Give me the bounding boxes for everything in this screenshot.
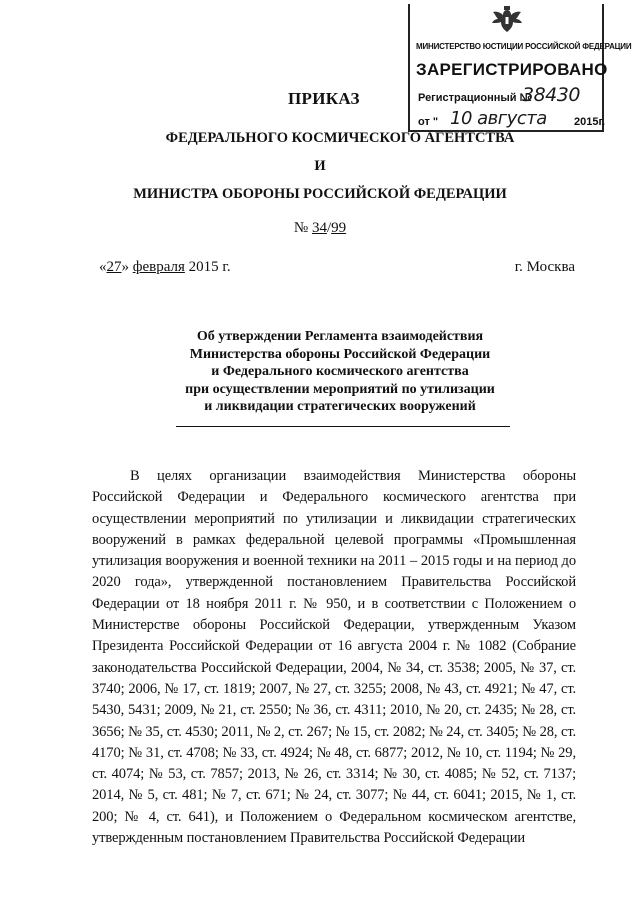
subject-line: при осуществлении мероприятий по утилизации xyxy=(185,381,495,397)
stamp-year: 2015г. xyxy=(574,116,606,128)
issuer-line-conjunction: И xyxy=(314,158,326,174)
date-month: февраля xyxy=(132,259,185,275)
subject-underline-divider xyxy=(176,426,510,427)
order-number-second: 99 xyxy=(331,220,347,236)
stamp-date-prefix: от " xyxy=(418,116,439,128)
order-number-prefix: № xyxy=(293,220,309,236)
order-date xyxy=(99,259,231,276)
order-city: г. Москва xyxy=(514,259,575,275)
date-close-quote: » xyxy=(121,259,129,275)
date-day: 27 xyxy=(106,259,122,275)
date-open-quote: « xyxy=(99,259,107,275)
stamp-registered-label: ЗАРЕГИСТРИРОВАНО xyxy=(416,60,608,79)
subject-line: Министерства обороны Российской Федерации xyxy=(189,346,491,362)
registration-stamp xyxy=(408,4,632,132)
body-paragraph: В целях организации взаимодействия Министерства обороны Российской Федерации и Федерального космического агентства при осуществлении мероприятий по утилизации и ликвидации стратегических вооружений в рамках федеральной целевой программы «Промышленная утилизация вооружения и военной техники на 2011 – 2015 годы и на период до 2020 года», утвержденной постановлением Правительства Российской Федерации от 18 ноября 2011 г. № 950, и в соответствии с Положением о Министерстве обороны Российской Федерации, утвержденным Указом Президента Российской Федерации от 16 августа 2004 г. № 1082 (Собрание законодательства Российской Федерации, 2004, № 34, ст. 3538; 2005, № 37, ст. 3740; 2006, № 17, ст. 1819; 2007, № 27, ст. 3255; 2008, № 43, ст. 4921; № 47, ст. 5430, 5431; 2009, № 21, ст. 2550; № 36, ст. 4311; 2010, № 20, ст. 2435; № 28, ст. 3656; № 35, ст. 4530; 2011, № 2, ст. 267; № 15, ст. 2082; № 24, ст. 3405; № 28, ст. 4170; № 31, ст. 4708; № 33, ст. 4924; № 48, ст. 6877; 2012, № 10, ст. 1194; № 29, ст. 4074; № 53, ст. 7857; 2013, № 26, ст. 3314; № 30, ст. 4085; № 52, ст. 7137; 2014, № 5, ст. 481; № 7, ст. 671; № 24, ст. 3077; № 44, ст. 6041; 2015, № 1, ст. 200; № 4, ст. 641), и Положением о Федеральном космическом агентстве, утвержденным постановлением Правительства Российской Федерации xyxy=(92,468,576,847)
subject-line: Об утверждении Регламента взаимодействия xyxy=(196,329,484,344)
order-number-first: 34 xyxy=(311,220,327,236)
document-type-title: ПРИКАЗ xyxy=(288,89,360,108)
order-subject xyxy=(150,328,530,416)
stamp-reg-number-label: Регистрационный № xyxy=(418,92,532,104)
subject-line: и Федерального космического агентства xyxy=(211,364,469,379)
stamp-reg-number-handwritten: 38430 xyxy=(522,84,580,106)
double-headed-eagle-emblem-icon xyxy=(490,6,524,36)
date-year: 2015 г. xyxy=(188,259,231,275)
issuer-line-agency: ФЕДЕРАЛЬНОГО КОСМИЧЕСКОГО АГЕНТСТВА xyxy=(165,130,515,146)
order-number xyxy=(0,220,640,237)
stamp-ministry-name: МИНИСТЕРСТВО ЮСТИЦИИ РОССИЙСКОЙ ФЕДЕРАЦИИ xyxy=(416,42,632,51)
order-number-separator: / xyxy=(326,220,332,236)
subject-line: и ликвидации стратегических вооружений xyxy=(204,399,476,414)
issuer-line-ministry: МИНИСТРА ОБОРОНЫ РОССИЙСКОЙ ФЕДЕРАЦИИ xyxy=(133,186,507,202)
stamp-date-handwritten: 10 августа xyxy=(450,108,547,129)
